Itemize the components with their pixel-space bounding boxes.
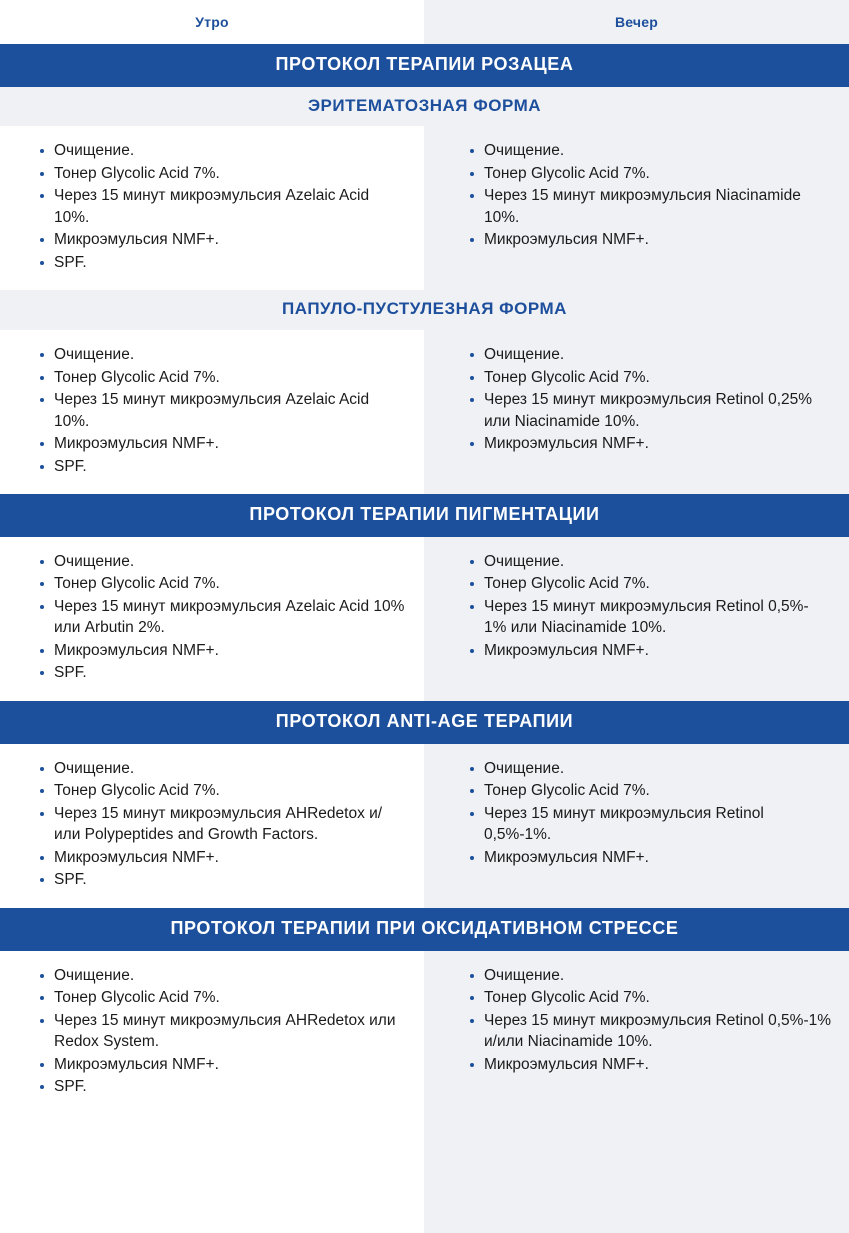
list-item: Очищение. [470, 551, 831, 573]
evening-cell [424, 744, 849, 908]
evening-cell [424, 537, 849, 701]
list-item: Очищение. [40, 140, 406, 162]
list-item: Через 15 минут микроэмульсия Retinol 0,5%-1%. [470, 803, 831, 846]
list-item: Через 15 минут микроэмульсия Retinol 0,5%- 1% или Niacinamide 10%. [470, 596, 831, 639]
list-item: Микроэмульсия NMF+. [470, 640, 831, 662]
section-banner: ПРОТОКОЛ ТЕРАПИИ ПРИ ОКСИДАТИВНОМ СТРЕССЕ [0, 908, 849, 951]
list-item: Тонер Glycolic Acid 7%. [40, 987, 406, 1009]
list-item: Микроэмульсия NMF+. [40, 1054, 406, 1076]
evening-cell [424, 951, 849, 1115]
morning-cell [0, 126, 424, 290]
list-item: Через 15 минут микроэмульсия Azelaic Acid 10%. [40, 185, 406, 228]
section-banner: ПРОТОКОЛ ТЕРАПИИ РОЗАЦЕА [0, 44, 849, 87]
list-item: Через 15 минут микроэмульсия Azelaic Acid 10% или Arbutin 2%. [40, 596, 406, 639]
list-item: Тонер Glycolic Acid 7%. [40, 780, 406, 802]
list-item: SPF. [40, 252, 406, 274]
list-item: Тонер Glycolic Acid 7%. [470, 573, 831, 595]
list-item: Очищение. [470, 758, 831, 780]
protocol-row [0, 951, 849, 1115]
evening-step-list [452, 758, 831, 869]
section-banner: ПРОТОКОЛ ТЕРАПИИ ПИГМЕНТАЦИИ [0, 494, 849, 537]
evening-step-list [452, 965, 831, 1076]
list-item: Очищение. [40, 344, 406, 366]
morning-cell [0, 330, 424, 494]
evening-step-list [452, 551, 831, 662]
morning-step-list [22, 344, 406, 477]
protocol-row [0, 537, 849, 701]
column-header-evening: Вечер [614, 14, 658, 30]
list-item: Через 15 минут микроэмульсия Azelaic Acid 10%. [40, 389, 406, 432]
morning-step-list [22, 551, 406, 684]
list-item: Микроэмульсия NMF+. [470, 433, 831, 455]
list-item: Через 15 минут микроэмульсия Retinol 0,5%-1% и/или Niacinamide 10%. [470, 1010, 831, 1053]
list-item: Микроэмульсия NMF+. [40, 640, 406, 662]
evening-step-list [452, 344, 831, 455]
list-item: Микроэмульсия NMF+. [470, 847, 831, 869]
list-item: Тонер Glycolic Acid 7%. [470, 780, 831, 802]
morning-cell [0, 951, 424, 1115]
subsection-banner: ЭРИТЕМАТОЗНАЯ ФОРМА [0, 87, 849, 127]
list-item: SPF. [40, 869, 406, 891]
protocol-row [0, 330, 849, 494]
list-item: Через 15 минут микроэмульсия AHRedetox и/или Polypeptides and Growth Factors. [40, 803, 406, 846]
list-item: Через 15 минут микроэмульсия Niacinamide 10%. [470, 185, 831, 228]
list-item: Очищение. [40, 965, 406, 987]
list-item: Тонер Glycolic Acid 7%. [40, 367, 406, 389]
column-header-row [0, 0, 849, 44]
list-item: Очищение. [40, 758, 406, 780]
morning-step-list [22, 965, 406, 1098]
subsection-banner: ПАПУЛО-ПУСТУЛЕЗНАЯ ФОРМА [0, 290, 849, 330]
list-item: Тонер Glycolic Acid 7%. [40, 163, 406, 185]
list-item: Очищение. [470, 344, 831, 366]
column-header-morning: Утро [195, 14, 229, 30]
morning-filler [0, 1115, 424, 1233]
list-item: Очищение. [470, 140, 831, 162]
list-item: Микроэмульсия NMF+. [40, 847, 406, 869]
protocol-row [0, 744, 849, 908]
list-item: SPF. [40, 456, 406, 478]
list-item: SPF. [40, 662, 406, 684]
list-item: Микроэмульсия NMF+. [40, 433, 406, 455]
list-item: SPF. [40, 1076, 406, 1098]
list-item: Через 15 минут микроэмульсия Retinol 0,25% или Niacinamide 10%. [470, 389, 831, 432]
evening-filler [424, 1115, 849, 1233]
list-item: Тонер Glycolic Acid 7%. [470, 367, 831, 389]
section-banner: ПРОТОКОЛ ANTI-AGE ТЕРАПИИ [0, 701, 849, 744]
protocol-row [0, 126, 849, 290]
list-item: Тонер Glycolic Acid 7%. [470, 163, 831, 185]
list-item: Очищение. [470, 965, 831, 987]
list-item: Через 15 минут микроэмульсия AHRedetox или Redox System. [40, 1010, 406, 1053]
list-item: Тонер Glycolic Acid 7%. [40, 573, 406, 595]
morning-cell [0, 537, 424, 701]
morning-step-list [22, 758, 406, 891]
evening-step-list [452, 140, 831, 251]
morning-cell [0, 744, 424, 908]
list-item: Микроэмульсия NMF+. [40, 229, 406, 251]
list-item: Микроэмульсия NMF+. [470, 1054, 831, 1076]
evening-cell [424, 330, 849, 494]
bottom-filler [0, 1115, 849, 1233]
evening-cell [424, 126, 849, 290]
list-item: Тонер Glycolic Acid 7%. [470, 987, 831, 1009]
list-item: Микроэмульсия NMF+. [470, 229, 831, 251]
list-item: Очищение. [40, 551, 406, 573]
morning-step-list [22, 140, 406, 273]
